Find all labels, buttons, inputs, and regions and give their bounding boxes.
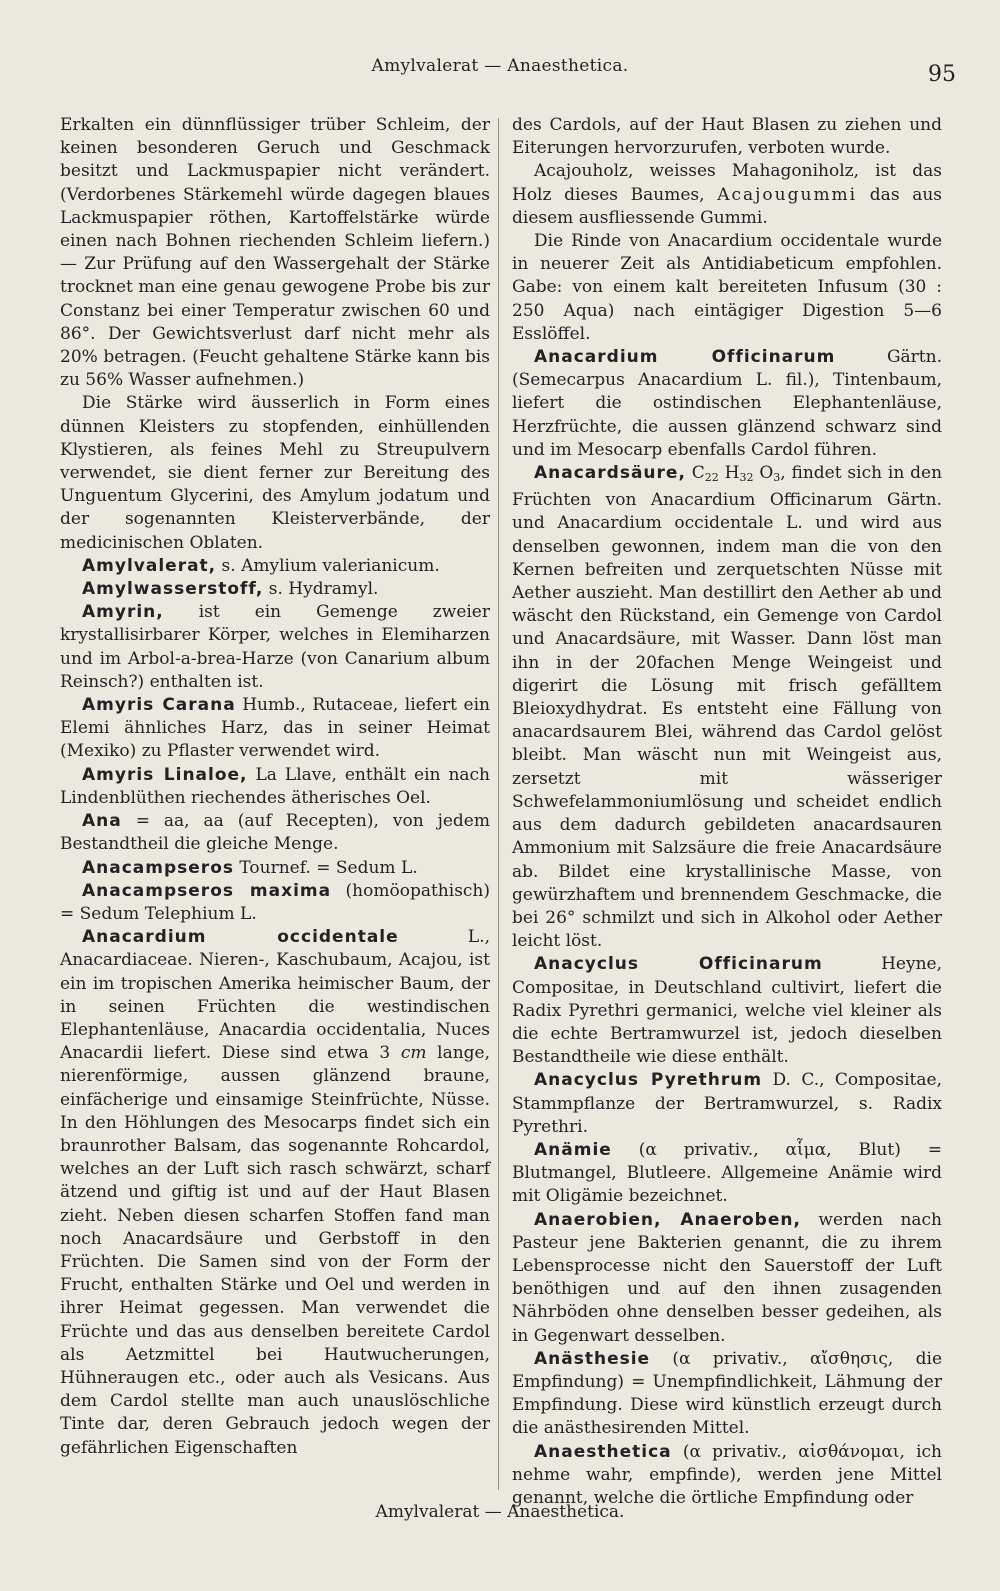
dictionary-entry bbox=[512, 1209, 942, 1348]
paragraph: Die Rinde von Anacardium occidentale wurde in neuerer Zeit als Antidiabeticum empfohlen. Gabe: von einem kalt bereiteten Infusum (30 : 250 Aqua) nach eintägiger Digestion 5—6 Esslöffel. bbox=[512, 231, 942, 344]
headword: Anacyclus Officinarum bbox=[534, 954, 823, 975]
entry-text: das aus diesem ausfliessende Gummi. bbox=[512, 184, 943, 228]
headword: Anacyclus Pyrethrum bbox=[534, 1070, 763, 1091]
headword: Anacardium occidentale bbox=[82, 927, 399, 948]
spaced-term: Acajougummi bbox=[717, 184, 858, 205]
left-column bbox=[60, 114, 490, 1460]
dictionary-entry bbox=[512, 1139, 942, 1209]
headword: Anacardium Officinarum bbox=[534, 347, 836, 368]
dictionary-entry bbox=[60, 601, 490, 694]
headword: Amyris Carana bbox=[82, 695, 236, 716]
dictionary-entry bbox=[60, 555, 490, 578]
headword: Anacampseros maxima bbox=[82, 880, 332, 901]
dictionary-entry bbox=[512, 1069, 942, 1139]
formula-subscript: 22 bbox=[704, 471, 719, 485]
paragraph: Die Stärke wird äusserlich in Form eines dünnen Kleisters zu stopfenden, einhüllenden Klystieren, als feines Mehl zu Streupulvern verwendet, sie dient ferner zur Bereitung des Unguentum Glycerini, des Amylum jodatum und der sogenannten Kleisterverbände, der medicinischen Oblaten. bbox=[60, 393, 490, 553]
paragraph: Erkalten ein dünnflüssiger trüber Schleim, der keinen besonderen Geruch und Geschmack besitzt und Lackmuspapier nicht verändert. (Verdorbenes Stärkemehl würde dagegen blaues Lackmuspapier röthen, Kartoffelstärke würde einen nach Bohnen riechenden Schleim liefern.) — Zur Prüfung auf den Wassergehalt der Stärke trocknet man eine genau gewogene Probe bis zur Constanz bei einer Temperatur zwischen 60 und 86°. Der Gewichtsverlust darf nicht mehr als 20% betragen. (Feucht gehaltene Stärke kann bis zu 56% Wasser aufnehmen.) bbox=[60, 115, 490, 391]
dictionary-entry bbox=[60, 880, 490, 926]
entry-text: ist ein Gemenge zweier krystallisirbarer Körper, welches in Elemiharzen und im Arbol-a-brea-Harze (von Canarium album Reinsch?) enthalten ist. bbox=[60, 602, 490, 692]
headword: Anaerobien, Anaeroben, bbox=[534, 1209, 801, 1230]
headword: Amylwasserstoff, bbox=[82, 579, 264, 600]
entry-text: s. Amylium valerianicum. bbox=[221, 555, 440, 576]
headword: Amyris Linaloe, bbox=[82, 764, 248, 785]
formula-subscript: 3 bbox=[773, 471, 781, 485]
headword: Amyrin, bbox=[82, 602, 164, 623]
entry-text: lange, nierenförmige, aussen glänzend braune, einfächerige und einsamige Steinfrüchte, Nüsse. In den Höhlungen des Mesocarps findet sich ein braunrother Balsam, das sogenannte Rohcardol, welches an der Luft sich rasch schwärzt, scharf ätzend und giftig ist und auf der Haut Blasen zieht. Neben diesen scharfen Stoffen fand man noch Anacardsäure und Gerbstoff in den Früchten. Die Samen sind von der Form der Frucht, enthalten Stärke und Oel und werden in ihrer Heimat gegessen. Man verwendet die Früchte und das aus denselben bereitete Cardol als Aetzmittel bei Hautwucherungen, Hühneraugen etc., oder auch als Vesicans. Aus dem Cardol stellte man auch unauslöschliche Tinte dar, deren Gebrauch jedoch wegen der gefährlichen Eigenschaften bbox=[60, 1043, 491, 1458]
dictionary-entry bbox=[60, 926, 490, 1460]
headword: Anämie bbox=[534, 1139, 612, 1160]
headword: Anacardsäure, bbox=[534, 463, 686, 484]
formula-element: C bbox=[691, 463, 705, 484]
formula-element: H bbox=[724, 463, 740, 484]
formula-element: O bbox=[759, 463, 774, 484]
dictionary-entry bbox=[60, 694, 490, 764]
entry-text: D. C., Compositae, Stammpflanze der Bertramwurzel, s. Radix Pyrethri. bbox=[512, 1070, 942, 1137]
dictionary-entry bbox=[60, 857, 490, 880]
entry-text: Gärtn. (Semecarpus Anacardium L. fil.), Tintenbaum, liefert die ostindischen Elephantenläuse, Herzfrüchte, die aussen glänzend schwarz sind und im Mesocarp ebenfalls Cardol führen. bbox=[512, 347, 942, 460]
dictionary-entry bbox=[512, 953, 942, 1069]
headword: Anaesthetica bbox=[534, 1441, 672, 1462]
dictionary-entry bbox=[60, 764, 490, 810]
page-number: 95 bbox=[928, 62, 956, 87]
entry-text: L., Anacardiaceae. Nieren-, Kaschubaum, Acajou, ist ein im tropischen Amerika heimischer Baum, der in seinen Früchten die westindischen Elephantenläuse, Anacardia occidentalia, Nuces Anacardii liefert. Diese sind etwa 3 bbox=[60, 927, 491, 1064]
entry-text: Tournef. = Sedum L. bbox=[239, 857, 418, 878]
column-divider bbox=[498, 118, 499, 1490]
dictionary-entry bbox=[512, 346, 942, 462]
entry-text: (homöopathisch) = Sedum Telephium L. bbox=[60, 880, 491, 924]
dictionary-entry bbox=[60, 810, 490, 856]
dictionary-entry bbox=[512, 462, 942, 953]
headword: Anästhesie bbox=[534, 1348, 651, 1369]
running-foot: Amylvalerat — Anaesthetica. bbox=[375, 1502, 625, 1522]
paragraph bbox=[512, 160, 942, 230]
headword: Ana bbox=[82, 811, 122, 832]
dictionary-entry bbox=[512, 1441, 942, 1511]
entry-text: Heyne, Compositae, in Deutschland cultivirt, liefert die Radix Pyrethri germanici, welche viel kleiner als die echte Bertramwurzel ist, jedoch dieselben Bestandtheile wie diese enthält. bbox=[512, 954, 942, 1068]
formula-subscript: 32 bbox=[739, 471, 754, 485]
headword: Anacampseros bbox=[82, 857, 234, 878]
running-head: Amylvalerat — Anaesthetica. bbox=[371, 56, 629, 76]
paragraph: des Cardols, auf der Haut Blasen zu ziehen und Eiterungen hervorzurufen, verboten wurde. bbox=[512, 115, 942, 159]
entry-text: s. Hydramyl. bbox=[268, 579, 379, 600]
right-column bbox=[512, 114, 942, 1510]
entry-text: La Llave, enthält ein nach Lindenblüthen riechendes ätherisches Oel. bbox=[60, 764, 491, 808]
dictionary-entry bbox=[512, 1348, 942, 1441]
dictionary-entry bbox=[60, 578, 490, 601]
entry-text: werden nach Pasteur jene Bakterien genannt, die zu ihrem Lebensprocesse nicht den Sauerstoff der Luft benöthigen und auf den ihnen zusagenden Nährböden ohne denselben besser gedeihen, als in Gegenwart desselben. bbox=[512, 1209, 943, 1346]
entry-text: (α privativ., αἷμα, Blut) = Blutmangel, Blutleere. Allgemeine Anämie wird mit Oligämie bezeichnet. bbox=[512, 1139, 942, 1207]
entry-text: Acajouholz, weisses Mahagoniholz, ist das Holz dieses Baumes, bbox=[512, 161, 942, 205]
headword: Amylvalerat, bbox=[82, 555, 217, 576]
entry-text: = aa, aa (auf Recepten), von jedem Bestandtheil die gleiche Menge. bbox=[60, 811, 490, 855]
entry-text: (α privativ., αἴσθησις, die Empfindung) = Unempfindlichkeit, Lähmung der Empfindung. Diese wird künstlich erzeugt durch die anästhesirenden Mittel. bbox=[512, 1348, 943, 1439]
unit: cm bbox=[400, 1043, 427, 1064]
entry-text: , findet sich in den Früchten von Anacardium Officinarum Gärtn. und Anacardium occidentale L. und wird aus denselben gewonnen, indem man die von den Kernen befreiten und zerquetschten Nüsse mit Aether auszieht. Man destillirt den Aether ab und wäscht den Rückstand, ein Gemenge von Cardol und Anacardsäure, mit Wasser. Dann löst man ihn in der 20fachen Menge Weingeist und digerirt die Lösung mit frisch gefälltem Bleioxydhydrat. Es entsteht eine Fällung von anacardsaurem Blei, während das Cardol gelöst bleibt. Man wäscht nun mit Weingeist aus, zersetzt mit wässeriger Schwefelammoniumlösung und scheidet endlich aus dem dadurch gebildeten anacardsauren Ammonium mit Salzsäure die freie Anacardsäure ab. Bildet eine krystallinische Masse, von gewürzhaftem und brennendem Geschmacke, die bei 26° schmilzt und sich in Alkohol oder Aether leicht löst. bbox=[512, 463, 943, 952]
chemical-formula bbox=[692, 463, 781, 483]
entry-text: Humb., Rutaceae, liefert ein Elemi ähnliches Harz, das in seiner Heimat (Mexiko) zu Pflaster verwendet wird. bbox=[60, 695, 490, 762]
entry-text: (α privativ., αἰσθάνομαι, ich nehme wahr, empfinde), werden jene Mittel genannt, welche die örtliche Empfindung oder bbox=[512, 1441, 942, 1508]
